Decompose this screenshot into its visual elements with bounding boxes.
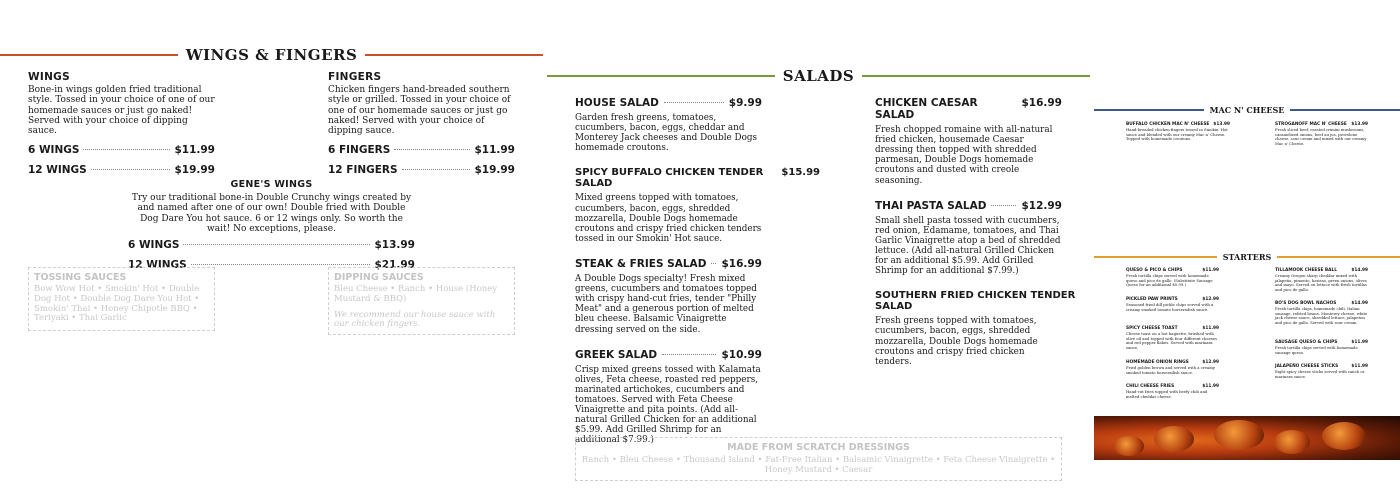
- price-value: $11.99: [174, 143, 215, 156]
- salad-price: $16.99: [1021, 97, 1062, 109]
- price-value: $13.99: [374, 239, 415, 252]
- dot-leader: [711, 263, 716, 264]
- starter-price: $11.99: [1202, 326, 1219, 331]
- salad-header-row: [575, 349, 762, 361]
- salad-header-row: [875, 290, 1090, 312]
- dot-leader: [394, 149, 470, 150]
- starter-price: $12.99: [1202, 297, 1219, 302]
- dipping-sauces-box: [328, 267, 515, 335]
- salad-price: $15.99: [781, 167, 820, 179]
- wings-fingers-header: [0, 46, 543, 64]
- salad-header-row: [575, 97, 762, 109]
- wings-fingers-title: WINGS & FINGERS: [185, 46, 358, 64]
- salad-header-row: [875, 97, 1062, 121]
- starter-item: [1126, 360, 1219, 375]
- dot-leader: [991, 205, 1016, 206]
- salad-desc: Crisp mixed greens tossed with Kalamata olives, Feta cheese, roasted red peppers, marinated artichokes, cucumbers and tomatoes. Served with Feta Cheese Vinaigrette and pita points. (Add all-natural Grilled Chicken for an additional $5.99. Add Grilled Shrimp for an additional $7.99.): [575, 364, 761, 446]
- starter-item: [1126, 384, 1219, 399]
- starter-desc: Seasoned fried dill pickle chips served with a creamy smoked tomato horseradish sauce.: [1126, 302, 1214, 312]
- wings-name: WINGS: [28, 71, 70, 83]
- salad-desc: Fresh greens topped with tomatoes, cucumbers, bacon, eggs, shredded mozzarella, Double Dogs homemade croutons and crispy fried chicken tenders.: [875, 316, 1038, 367]
- price-row: [328, 144, 515, 156]
- salad-header-row: [575, 258, 762, 270]
- mac-price: $13.99: [1351, 122, 1368, 127]
- starter-name: PICKLED PAW PRINTS: [1126, 297, 1178, 302]
- starter-desc: Eight spicy cheese sticks served with ranch or marinara sauce.: [1275, 369, 1365, 379]
- tossing-sauces-list: Bow Wow Hot • Smokin' Hot • Double Dog Hot • Double Dog Dare You Hot • Smokin' Thai • Honey Chipotle BBQ • Teriyaki • Thai Garlic: [34, 284, 200, 324]
- salad-desc: A Double Dogs specialty! Fresh mixed greens, cucumbers and tomatoes topped with crispy hand-cut fries, tender "Philly Meat" and a generous portion of melted bleu cheese. Balsamic Vinaigrette dressing served on the side.: [575, 273, 757, 335]
- salad-name: HOUSE SALAD: [575, 97, 659, 109]
- salad-header-row: [575, 167, 820, 189]
- starter-name: JALAPEÑO CHEESE STICKS: [1275, 364, 1339, 369]
- starter-desc: Fresh tortilla chips, homemade chili, Italian sausage, refried beans, Monterey cheese, white jack cheese sauce, shredded lettuce, jalapeños and pico de gallo. Served with sour cream.: [1275, 306, 1368, 325]
- fingers-name: FINGERS: [328, 71, 382, 83]
- mac-item: [1275, 122, 1368, 146]
- header-rule-right: [862, 75, 1090, 77]
- starter-item: [1275, 301, 1368, 325]
- price-row: [128, 239, 415, 251]
- price-label: 6 WINGS: [128, 239, 180, 252]
- price-label: 6 FINGERS: [328, 143, 391, 156]
- header-rule-left: [1094, 109, 1204, 111]
- fingers-desc: Chicken fingers hand-breaded southern style or grilled. Tossed in your choice of one of our homemade sauces or just go naked! Served with your choice of dipping sauce.: [328, 85, 511, 137]
- dot-leader: [402, 169, 471, 170]
- starter-name: SAUSAGE QUESO & CHIPS: [1275, 340, 1338, 345]
- price-value: $19.99: [174, 163, 215, 176]
- salad-desc: Fresh chopped romaine with all-natural fried chicken, housemade Caesar dressing then topped with shredded parmesan, Double Dogs homemade croutons and dusted with creole seasoning.: [875, 125, 1053, 186]
- starter-desc: Fresh tortilla chips served with homemade queso and pico de gallo. (Substitute Sausage Queso for an additional $0.99.): [1126, 273, 1213, 288]
- salad-name: SPICY BUFFALO CHICKEN TENDER SALAD: [575, 167, 764, 190]
- starter-desc: Fresh tortilla chips served with homemade sausage queso.: [1275, 345, 1358, 355]
- fingers-item: [328, 71, 515, 176]
- header-rule-right: [1290, 109, 1400, 111]
- salad-price: $9.99: [728, 97, 762, 109]
- salad-price: $12.99: [1021, 199, 1062, 212]
- food-photo-detail: [1274, 430, 1310, 454]
- genes-name: GENE'S WINGS: [230, 179, 313, 190]
- starter-price: $11.99: [1351, 340, 1368, 345]
- price-label: 12 FINGERS: [328, 163, 398, 176]
- price-row: [28, 144, 215, 156]
- salads-header: [547, 67, 1090, 85]
- salad-name: SOUTHERN FRIED CHICKEN TENDER SALAD: [875, 290, 1076, 313]
- salad-item: [875, 97, 1062, 186]
- header-rule-right: [365, 54, 543, 56]
- food-photo: [1094, 416, 1400, 460]
- salad-header-row: [875, 200, 1062, 212]
- dipping-sauces-list: Bleu Cheese • Ranch • House (Honey Mustard & BBQ): [334, 284, 498, 304]
- tossing-sauces-box: [28, 267, 215, 331]
- starter-price: $14.99: [1351, 301, 1368, 306]
- wings-desc: Bone-in wings golden fried traditional style. Tossed in your choice of one of our homemade sauces or just go naked! Served with your choice of dipping sauce.: [28, 85, 215, 137]
- salad-price: $16.99: [721, 257, 762, 270]
- dot-leader: [91, 169, 171, 170]
- price-label: 12 WINGS: [28, 163, 87, 176]
- food-photo-detail: [1154, 426, 1194, 452]
- starter-item: [1275, 340, 1368, 355]
- salad-price: $10.99: [721, 348, 762, 361]
- starter-name: HOMEMADE ONION RINGS: [1126, 360, 1189, 365]
- header-rule-left: [1094, 256, 1217, 258]
- mac-price: $13.99: [1213, 122, 1230, 127]
- salad-item: [875, 200, 1062, 277]
- starter-price: $11.99: [1202, 268, 1219, 273]
- price-value: $11.99: [474, 143, 515, 156]
- header-rule-left: [547, 75, 775, 77]
- dot-leader: [662, 354, 716, 355]
- price-label: 12 WINGS: [128, 259, 187, 272]
- salads-title: SALADS: [782, 67, 855, 85]
- mac-header: [1094, 105, 1400, 115]
- dot-leader: [664, 102, 724, 103]
- price-row: [28, 164, 215, 176]
- food-photo-detail: [1214, 420, 1264, 450]
- price-value: $21.99: [374, 259, 415, 272]
- dot-leader: [83, 149, 170, 150]
- salad-item: [575, 258, 762, 335]
- food-photo-detail: [1114, 436, 1144, 456]
- dot-leader: [183, 244, 370, 245]
- salad-name: THAI PASTA SALAD: [875, 199, 987, 212]
- mac-item: [1126, 122, 1230, 142]
- mac-name: STROGANOFF MAC N' CHEESE: [1275, 122, 1347, 127]
- starter-item: [1126, 326, 1219, 350]
- price-label: 6 WINGS: [28, 143, 80, 156]
- starter-desc: Creamy Oregon sharp cheddar mixed with jalapeño, pimento, harissa, green onions, olives and mayo. Served on lettuce with fresh tortillas and pico de gallo.: [1275, 273, 1367, 292]
- dipping-sauces-note: We recommend our house sauce with our chicken fingers.: [334, 309, 496, 330]
- mac-desc: Hand-breaded chicken fingers tossed in Smokin' Hot sauce and blended with our creamy Mac n' Cheese. Topped with homemade croutons.: [1126, 127, 1228, 142]
- price-value: $19.99: [474, 163, 515, 176]
- starter-price: $11.99: [1202, 384, 1219, 389]
- price-row: [328, 164, 515, 176]
- dressings-list: Ranch • Bleu Cheese • Thousand Island • Fat-Free Italian • Balsamic Vinaigrette • Feta Cheese Vinaigrette • Honey Mustard • Caesar: [581, 455, 1056, 475]
- header-rule-left: [0, 54, 178, 56]
- starter-item: [1275, 268, 1368, 292]
- genes-wings-item: [128, 179, 415, 271]
- mac-desc: Fresh sliced beef, roasted crimini mushrooms, caramelized onions, beef au jus, provolone cheese, sour cream and mixed with our creamy Mac n' Cheese.: [1275, 127, 1367, 146]
- starter-price: $11.99: [1351, 364, 1368, 369]
- salad-name: GREEK SALAD: [575, 348, 658, 361]
- starter-desc: Hand-cut fries topped with beefy chili and melted cheddar cheese.: [1126, 389, 1208, 399]
- starter-price: $14.99: [1351, 268, 1368, 273]
- starter-name: BO'S DOG BOWL NACHOS: [1275, 301, 1337, 306]
- mac-name: BUFFALO CHICKEN MAC N' CHEESE: [1126, 122, 1210, 127]
- food-photo-detail: [1322, 422, 1366, 450]
- header-rule-right: [1277, 256, 1400, 258]
- starter-price: $12.99: [1202, 360, 1219, 365]
- salad-desc: Small shell pasta tossed with cucumbers, red onion, Edamame, tomatoes, and Thai Garlic Vinaigrette atop a bed of shredded lettuce. (Add all-natural Grilled Chicken for an additional $5.99. Add Grilled Shrimp for an additional $7.99.): [875, 215, 1061, 277]
- starter-desc: Fried golden brown and served with a creamy smoked tomato horseradish sauce.: [1126, 365, 1215, 375]
- starter-name: SPICY CHEESE TOAST: [1126, 326, 1178, 331]
- starter-name: QUESO & PICO & CHIPS: [1126, 268, 1183, 273]
- salad-desc: Mixed greens topped with tomatoes, cucumbers, bacon, eggs, shredded mozzarella, Double Dogs homemade croutons and crispy fried chicken tenders tossed in our Smokin' Hot sauce.: [575, 193, 762, 244]
- salad-desc: Garden fresh greens, tomatoes, cucumbers, bacon, eggs, cheddar and Monterey Jack cheeses and Double Dogs homemade croutons.: [575, 113, 758, 154]
- dressings-title: MADE FROM SCRATCH DRESSINGS: [727, 442, 910, 453]
- starter-item: [1126, 268, 1219, 288]
- dressings-box: [575, 437, 1062, 481]
- salads-right-column: [875, 97, 1076, 377]
- mac-title: MAC N' CHEESE: [1209, 105, 1285, 115]
- salad-item: [875, 290, 1076, 367]
- salad-name: STEAK & FRIES SALAD: [575, 257, 707, 270]
- tossing-sauces-title: TOSSING SAUCES: [34, 272, 127, 283]
- salad-item: [575, 349, 762, 446]
- dipping-sauces-title: DIPPING SAUCES: [334, 272, 424, 283]
- starters-title: STARTERS: [1222, 252, 1272, 262]
- salad-item: [575, 167, 820, 244]
- dot-leader: [191, 264, 371, 265]
- starter-name: CHILI CHEESE FRIES: [1126, 384, 1175, 389]
- wings-item: [28, 71, 215, 176]
- salad-name: CHICKEN CAESAR SALAD: [875, 97, 978, 121]
- starter-name: TILLAMOOK CHEESE BALL: [1275, 268, 1337, 273]
- starter-item: [1126, 297, 1219, 312]
- genes-desc: Try our traditional bone-in Double Crunchy wings created by and named after one of our own! Double fried with Double Dog Dare You hot sauce. 6 or 12 wings only. So worth the wait! No exceptions, please.: [131, 193, 412, 235]
- starter-desc: Cheese toast on a hot baguette, brushed with olive oil and topped with four different cheeses and red pepper flakes. Served with marinara sauce.: [1126, 331, 1217, 350]
- salad-item: [575, 97, 762, 153]
- starters-header: [1094, 252, 1400, 262]
- starter-item: [1275, 364, 1368, 379]
